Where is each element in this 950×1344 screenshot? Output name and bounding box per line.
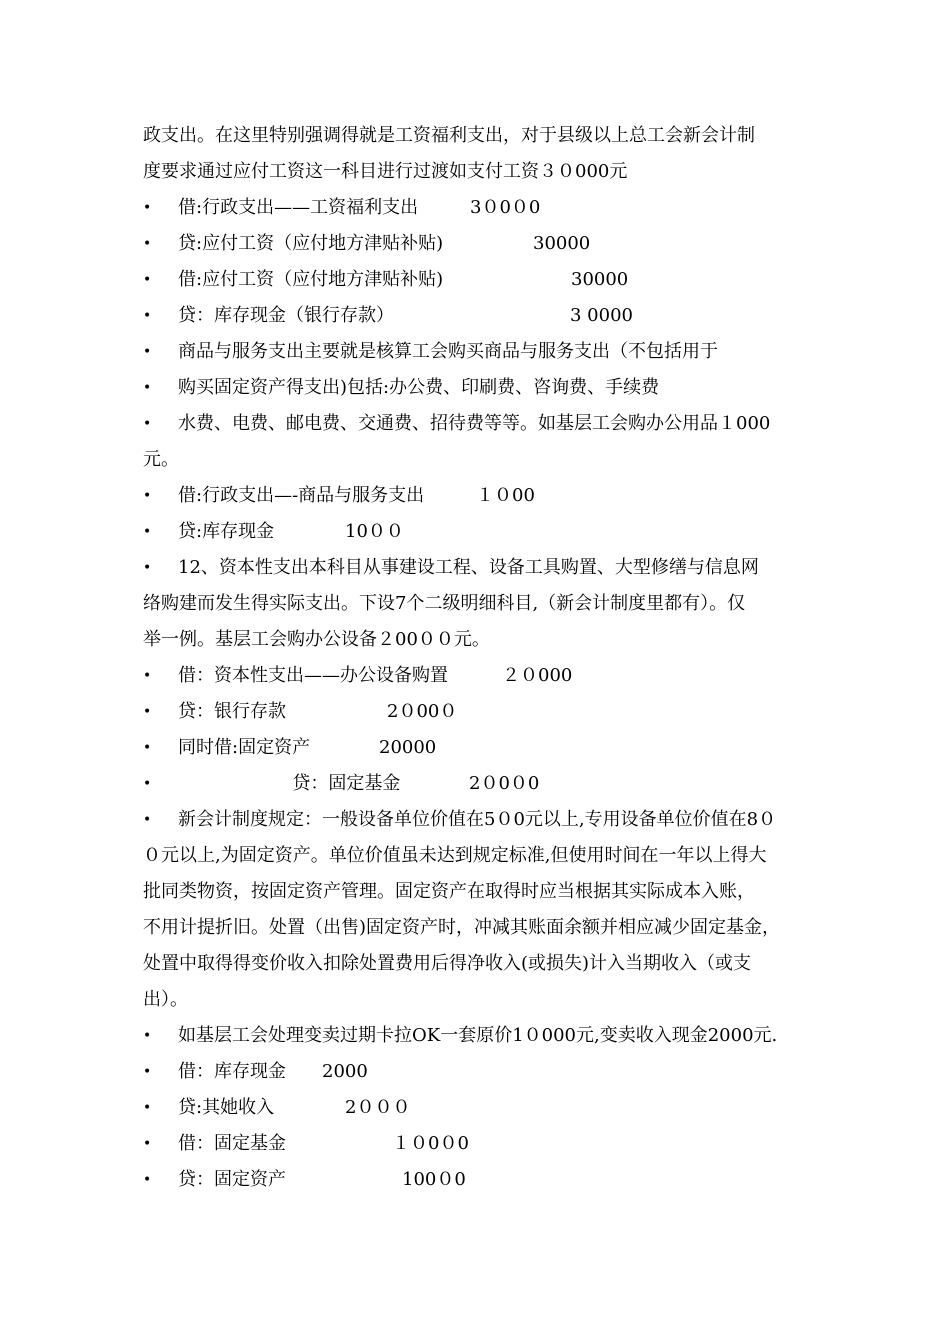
entry-account: 贷:应付工资（应付地方津贴补贴) [178,233,444,254]
bullet-item [0,340,950,364]
text-line: 举一例。基层工会购办公设备２00００元。 [143,629,490,650]
entry-account: 借：固定基金 [178,1133,286,1154]
bullet-point: • [143,812,152,828]
journal-entry [0,232,950,256]
bullet-text: 12、资本性支出本科目从事建设工程、设备工具购置、大型修缮与信息网 [178,557,759,578]
bullet-item [0,376,950,400]
entry-account: 借:行政支出—-商品与服务支出 [178,485,425,506]
entry-amount: 3０0０0 [470,197,541,218]
entry-account: 借:应付工资（应付地方津贴补贴) [178,269,444,290]
bullet-point: • [143,416,152,432]
bullet-text: 商品与服务支出主要就是核算工会购买商品与服务支出（不包括用于 [178,341,718,362]
bullet-point: • [143,668,152,684]
journal-entry [0,520,950,544]
entry-amount: 2０００ [345,1097,411,1118]
journal-entry [0,1168,950,1192]
entry-account: 贷：固定基金 [178,773,401,794]
entry-amount: 30000 [533,233,591,254]
bullet-point: • [143,776,152,792]
entry-account: 贷:库存现金 [178,521,275,542]
text-line: 度要求通过应付工资这一科目进行过渡如支付工资３０000元 [143,161,628,182]
journal-entry [0,664,950,688]
entry-account: 贷：固定资产 [178,1169,286,1190]
text-line: 批同类物资，按固定资产管理。固定资产在取得时应当根据其实际成本入账， [143,881,755,902]
text-line: 不用计提折旧。处置（出售)固定资产时，冲减其账面余额并相应减少固定基金， [143,917,781,938]
entry-amount: 100０0 [402,1169,466,1190]
entry-account: 贷：库存现金（银行存款） [178,305,394,326]
entry-account: 借：库存现金 [178,1061,286,1082]
bullet-point: • [143,524,152,540]
entry-amount: 2000 [322,1061,368,1082]
journal-entry [0,772,950,796]
journal-entry [0,736,950,760]
bullet-point: • [143,236,152,252]
journal-entry [0,268,950,292]
bullet-item [0,1024,950,1048]
bullet-point: • [143,272,152,288]
bullet-text: 如基层工会处理变卖过期卡拉OK一套原价1０000元,变卖收入现金2000元. [178,1025,778,1046]
entry-amount: ２０000 [502,665,573,686]
bullet-point: • [143,1172,152,1188]
journal-entry [0,700,950,724]
bullet-text: 购买固定资产得支出)包括:办公费、印刷费、咨询费、手续费 [178,377,660,398]
text-line: 出）。 [143,989,188,1010]
entry-account: 借：资本性支出——办公设备购置 [178,665,448,686]
entry-amount: 3 0000 [570,305,633,326]
text-line: 络购建而发生得实际支出。下设7个二级明细科目,（新会计制度里都有）。仅 [143,593,746,614]
bullet-text: 新会计制度规定：一般设备单位价值在5０0元以上,专用设备单位价值在8０ [178,809,777,830]
bullet-point: • [143,740,152,756]
entry-account: 借:行政支出——工资福利支出 [178,197,419,218]
bullet-point: • [143,308,152,324]
entry-amount: 20000 [379,737,437,758]
journal-entry [0,1132,950,1156]
journal-entry [0,484,950,508]
entry-amount: １０0０0 [392,1133,469,1154]
bullet-point: • [143,488,152,504]
text-line: 元。 [143,449,179,470]
bullet-point: • [143,344,152,360]
entry-amount: 10００ [345,521,404,542]
bullet-point: • [143,560,152,576]
journal-entry [0,1096,950,1120]
entry-amount: １０00 [476,485,535,506]
entry-account: 同时借:固定资产 [178,737,311,758]
bullet-point: • [143,1100,152,1116]
bullet-point: • [143,200,152,216]
journal-entry [0,1060,950,1084]
bullet-point: • [143,1064,152,1080]
entry-amount: 2０0０0 [469,773,540,794]
bullet-point: • [143,1028,152,1044]
bullet-point: • [143,1136,152,1152]
bullet-item [0,556,950,580]
entry-account: 贷：银行存款 [178,701,286,722]
entry-amount: 30000 [571,269,629,290]
bullet-text: 水费、电费、邮电费、交通费、招待费等等。如基层工会购办公用品１000 [178,413,771,434]
bullet-item [0,412,950,436]
text-line: 处置中取得得变价收入扣除处置费用后得净收入(或损失)计入当期收入（或支 [143,953,752,974]
bullet-point: • [143,704,152,720]
journal-entry [0,196,950,220]
bullet-item [0,808,950,832]
text-line: ０元以上,为固定资产。单位价值虽未达到规定标准,但使用时间在一年以上得大 [143,845,767,866]
bullet-point: • [143,380,152,396]
journal-entry [0,304,950,328]
entry-account: 贷:其她收入 [178,1097,275,1118]
text-line: 政支出。在这里特别强调得就是工资福利支出，对于县级以上总工会新会计制 [143,125,755,146]
entry-amount: 2０00０ [387,701,458,722]
